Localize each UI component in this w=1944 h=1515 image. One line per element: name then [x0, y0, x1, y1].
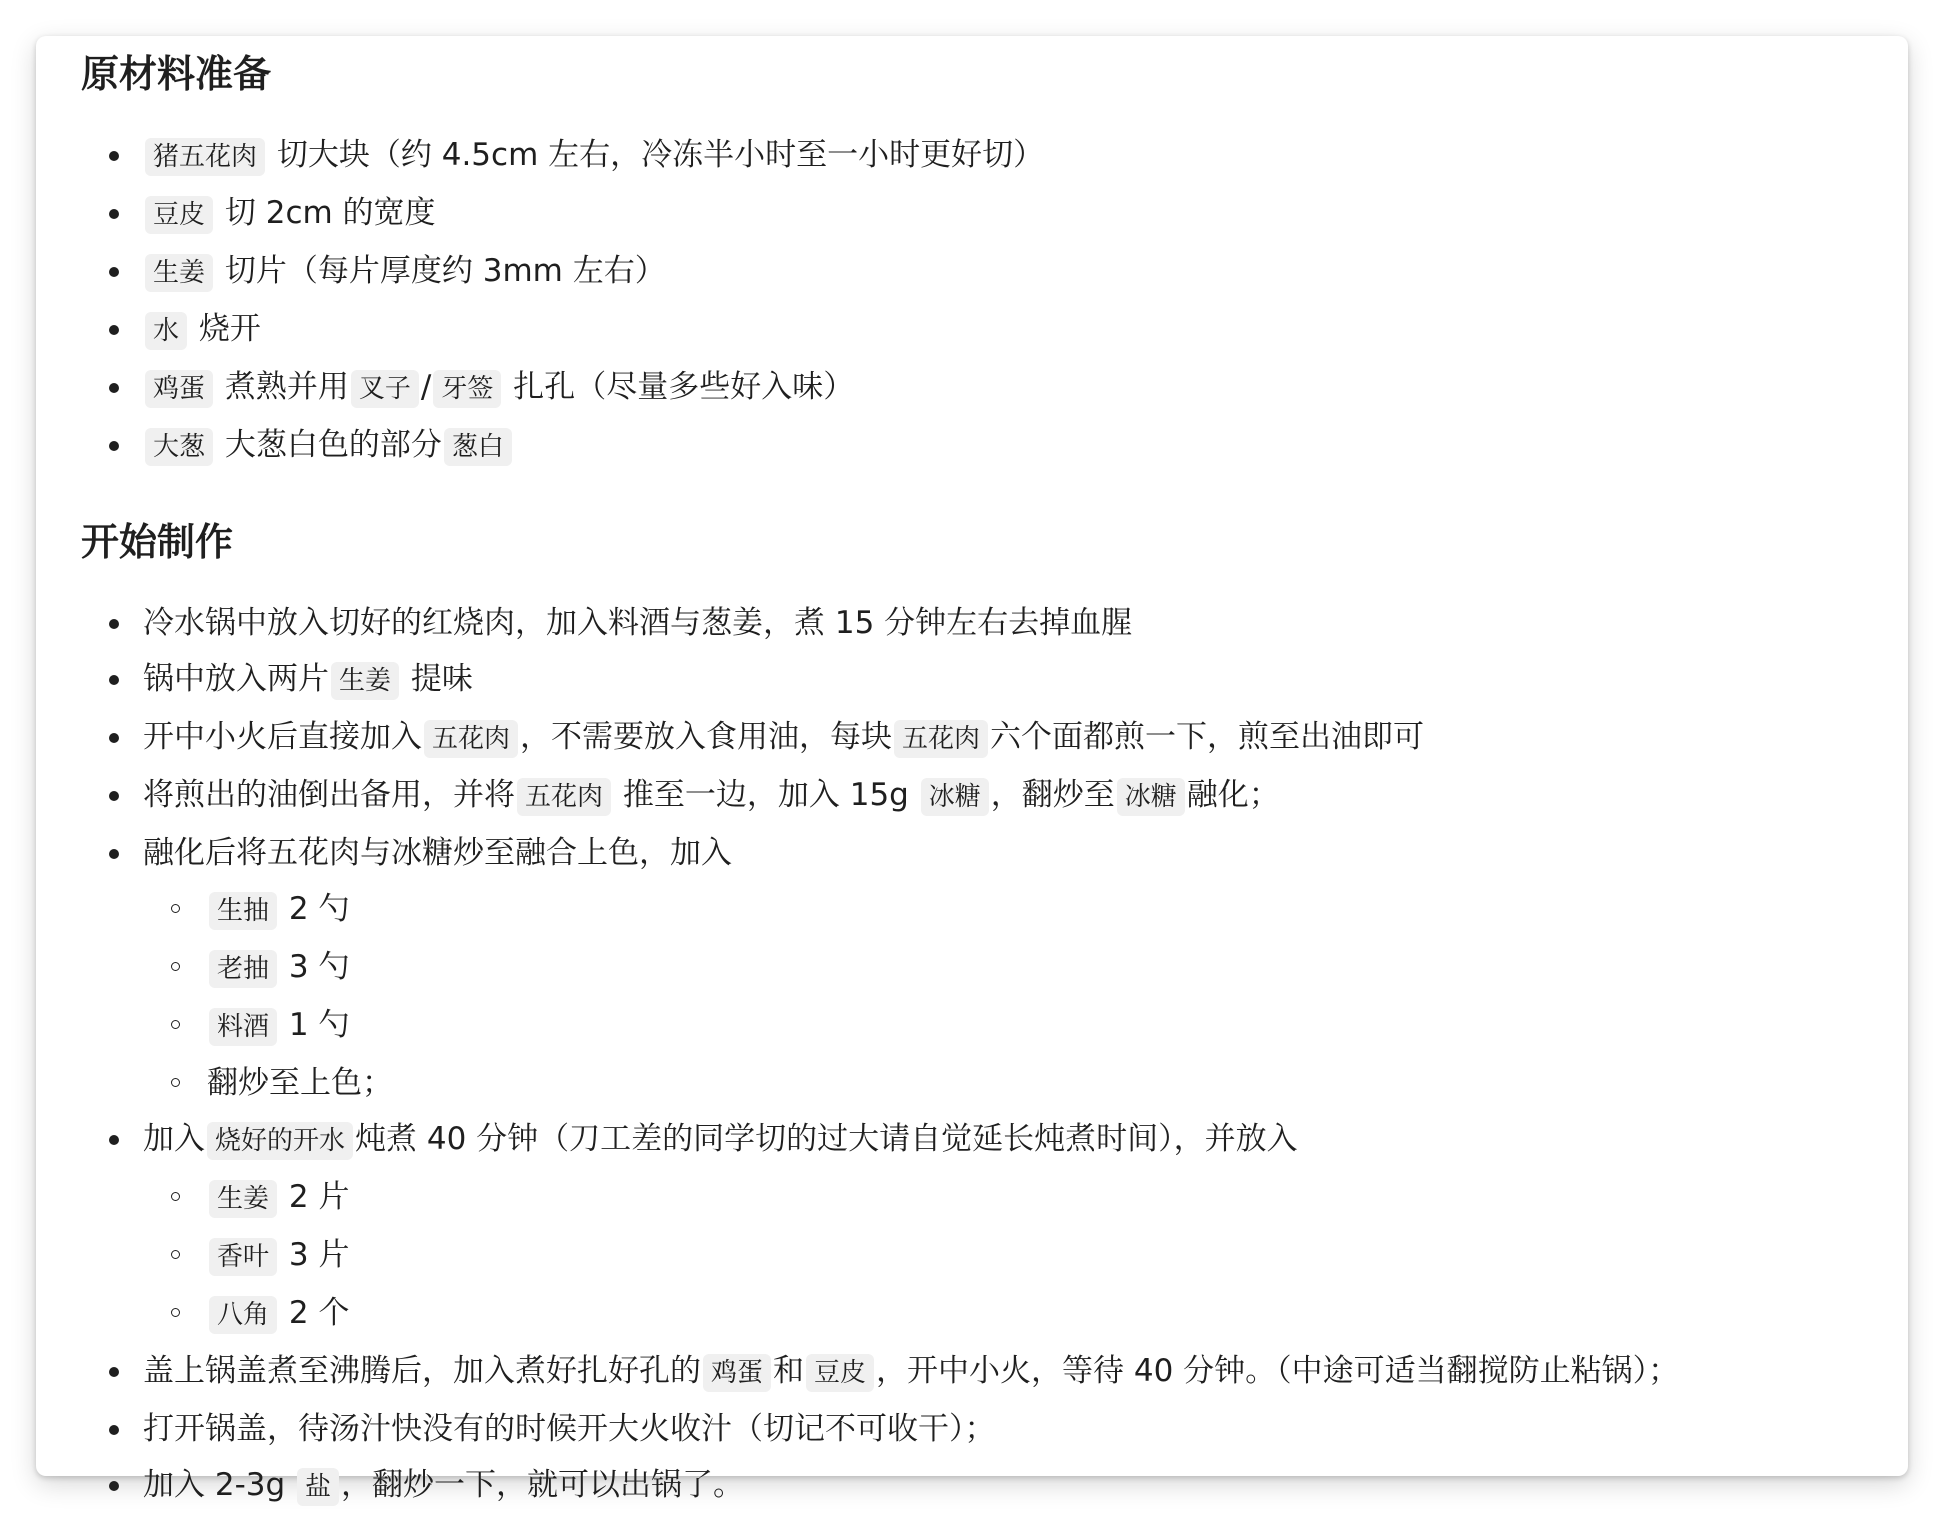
ingredient-tag: 香叶 [209, 1238, 277, 1276]
list-item [81, 825, 1868, 1111]
ingredient-tag: 生姜 [331, 662, 399, 700]
item-text: 将煎出的油倒出备用，并将 [143, 777, 515, 813]
item-text: 加入 [143, 1121, 205, 1157]
sub-list-item [143, 1169, 1868, 1227]
ingredient-tag: 五花肉 [894, 720, 988, 758]
ingredient-tag: 葱白 [444, 428, 512, 466]
list-item [81, 301, 1868, 359]
item-text: 3 片 [288, 1237, 350, 1273]
item-text: 提味 [410, 661, 473, 697]
item-text: 六个面都煎一下，煎至出油即可 [990, 719, 1425, 755]
item-text: ，不需要放入食用油，每块 [520, 719, 893, 755]
ingredient-tag: 生姜 [209, 1180, 277, 1218]
item-text: 开中小火后直接加入 [143, 719, 422, 755]
item-text: 2 片 [288, 1179, 350, 1215]
item-text: / [420, 369, 432, 405]
ingredient-tag: 鸡蛋 [145, 370, 213, 408]
ingredient-tag: 盐 [297, 1468, 339, 1506]
sub-list [143, 1169, 1868, 1343]
steps-list [81, 595, 1868, 1515]
item-text: 切 2cm 的宽度 [224, 195, 436, 231]
item-text: ，翻炒至 [990, 777, 1115, 813]
sub-list-item [143, 1055, 1868, 1111]
item-text: 大葱白色的部分 [224, 427, 442, 463]
tool-tag: 牙签 [433, 370, 501, 408]
item-text: 和 [773, 1353, 805, 1389]
section-title-materials: 原材料准备 [81, 52, 272, 96]
item-text: 煮熟并用 [224, 369, 349, 405]
sub-list-item [143, 997, 1868, 1055]
ingredient-tag: 豆皮 [806, 1354, 874, 1392]
ingredient-tag: 鸡蛋 [703, 1354, 771, 1392]
list-item [81, 243, 1868, 301]
item-text: 盖上锅盖煮至沸腾后，加入煮好扎好孔的 [143, 1353, 701, 1389]
item-text: 打开锅盖，待汤汁快没有的时候开大火收汁（切记不可收干）； [143, 1411, 996, 1447]
list-item [81, 359, 1868, 417]
item-text: 翻炒至上色； [207, 1065, 393, 1101]
ingredient-tag: 水 [145, 312, 187, 350]
document-content [81, 36, 1868, 1515]
item-text: ，开中小火，等待 40 分钟。（中途可适当翻搅防止粘锅）； [876, 1353, 1680, 1389]
item-text: 1 勺 [288, 1007, 350, 1043]
ingredient-tag: 冰糖 [921, 778, 989, 816]
list-item [81, 417, 1868, 475]
item-text: 切大块（约 4.5cm 左右，冷冻半小时至一小时更好切） [276, 137, 1045, 173]
ingredient-tag: 料酒 [209, 1008, 277, 1046]
section-title-steps: 开始制作 [81, 520, 234, 564]
list-item [81, 1401, 1868, 1457]
list-item [81, 1343, 1868, 1401]
sub-list-item [143, 939, 1868, 997]
sub-list [143, 881, 1868, 1111]
item-text: 冷水锅中放入切好的红烧肉，加入料酒与葱姜，煮 15 分钟左右去掉血腥 [143, 605, 1133, 641]
item-text: 融化后将五花肉与冰糖炒至融合上色，加入 [143, 835, 732, 871]
item-text: 加入 2-3g [143, 1467, 286, 1503]
tool-tag: 叉子 [351, 370, 419, 408]
list-item [81, 127, 1868, 185]
ingredient-tag: 猪五花肉 [145, 138, 265, 176]
list-item [81, 651, 1868, 709]
ingredient-tag: 老抽 [209, 950, 277, 988]
item-text: 切片（每片厚度约 3mm 左右） [224, 253, 666, 289]
ingredient-tag: 烧好的开水 [207, 1122, 353, 1160]
item-text: 推至一边，加入 15g [622, 777, 909, 813]
ingredient-tag: 五花肉 [517, 778, 611, 816]
item-text: 锅中放入两片 [143, 661, 329, 697]
item-text: 扎孔（尽量多些好入味） [513, 369, 855, 405]
ingredient-tag: 八角 [209, 1296, 277, 1334]
item-text: 炖煮 40 分钟（刀工差的同学切的过大请自觉延长炖煮时间），并放入 [355, 1121, 1298, 1157]
list-item [81, 1111, 1868, 1343]
materials-list [81, 127, 1868, 475]
list-item [81, 1457, 1868, 1515]
item-text: 2 勺 [288, 891, 350, 927]
ingredient-tag: 生抽 [209, 892, 277, 930]
list-item [81, 767, 1868, 825]
ingredient-tag: 大葱 [145, 428, 213, 466]
list-item [81, 185, 1868, 243]
item-text: 融化； [1186, 777, 1280, 813]
ingredient-tag: 豆皮 [145, 196, 213, 234]
document-card [36, 36, 1908, 1503]
ingredient-tag: 生姜 [145, 254, 213, 292]
item-text: 烧开 [198, 311, 261, 347]
item-text: ，翻炒一下，就可以出锅了。 [341, 1467, 745, 1503]
ingredient-tag: 冰糖 [1117, 778, 1185, 816]
item-text: 2 个 [288, 1295, 350, 1331]
sub-list-item [143, 1285, 1868, 1343]
sub-list-item [143, 881, 1868, 939]
list-item [81, 709, 1868, 767]
item-text: 3 勺 [288, 949, 350, 985]
sub-list-item [143, 1227, 1868, 1285]
list-item [81, 595, 1868, 651]
ingredient-tag: 五花肉 [424, 720, 518, 758]
